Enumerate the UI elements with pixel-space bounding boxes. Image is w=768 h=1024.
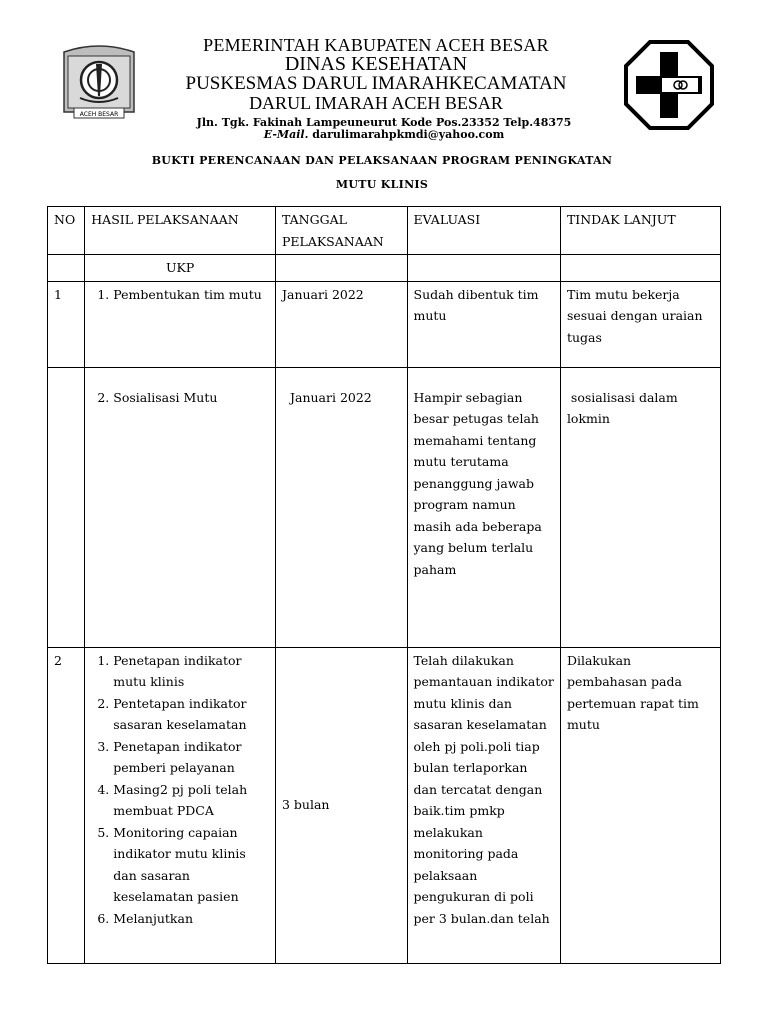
row-tindak: Dilakukan pembahasan pada pertemuan rapat tim mutu <box>560 647 720 963</box>
row-evaluasi: Hampir sebagian besar petugas telah memahami tentang mutu terutama penanggung jawab program namun masih ada beberapa yang belum terlalu paham <box>407 367 560 647</box>
section-label: UKP <box>85 255 276 282</box>
header-address: Jln. Tgk. Fakinah Lampeuneurut Kode Pos.23352 Telp.48375 <box>196 116 572 129</box>
header-email-line <box>0 128 768 141</box>
header-agency: DINAS KESEHATAN <box>284 53 468 75</box>
row-tanggal: Januari 2022 <box>275 281 407 367</box>
section-row <box>48 255 721 282</box>
header-puskesmas: PUSKESMAS DARUL IMARAHKECAMATAN <box>185 73 567 94</box>
list-item: 6. Melanjutkan <box>113 908 269 930</box>
header-evaluasi: EVALUASI <box>407 207 560 255</box>
row-evaluasi: Sudah dibentuk tim mutu <box>407 281 560 367</box>
list-item: 1. Pembentukan tim mutu <box>113 284 269 306</box>
list-item: 2. Sosialisasi Mutu <box>113 387 269 409</box>
row-tanggal: Januari 2022 <box>275 367 407 647</box>
document-title: BUKTI PERENCANAAN DAN PELAKSANAAN PROGRAM PENINGKATAN <box>151 154 613 167</box>
document-subtitle: MUTU KLINIS <box>335 178 429 191</box>
program-table <box>47 206 721 964</box>
row-tindak: sosialisasi dalam lokmin <box>560 367 720 647</box>
row-hasil <box>85 647 276 963</box>
list-item: 1. Penetapan indikator mutu klinis <box>113 650 269 693</box>
logo-left-text: ACEH BESAR <box>79 111 119 118</box>
row-tanggal: 3 bulan <box>275 647 407 963</box>
table-header-row <box>48 207 721 255</box>
header-government: PEMERINTAH KABUPATEN ACEH BESAR <box>203 35 549 55</box>
email-label: E-Mail. <box>263 128 309 141</box>
header-tanggal: TANGGAL PELAKSANAAN <box>275 207 407 255</box>
table-row <box>48 647 721 963</box>
header-hasil: HASIL PELAKSANAAN <box>85 207 276 255</box>
row-no: 1 <box>48 281 85 367</box>
row-no <box>48 367 85 647</box>
row-tindak: Tim mutu bekerja sesuai dengan uraian tugas <box>560 281 720 367</box>
list-item: 3. Penetapan indikator pemberi pelayanan <box>113 736 269 779</box>
list-item: 2. Pentetapan indikator sasaran keselamatan <box>113 693 269 736</box>
header-district: DARUL IMARAH ACEH BESAR <box>249 93 503 113</box>
row-hasil <box>85 367 276 647</box>
table-row <box>48 367 721 647</box>
list-item: 5. Monitoring capaian indikator mutu klinis dan sasaran keselamatan pasien <box>113 822 269 908</box>
row-hasil <box>85 281 276 367</box>
row-no: 2 <box>48 647 85 963</box>
list-item: 4. Masing2 pj poli telah membuat PDCA <box>113 779 269 822</box>
table-row <box>48 281 721 367</box>
header-tindak: TINDAK LANJUT <box>560 207 720 255</box>
header-no: NO <box>48 207 85 255</box>
email-address: darulimarahpkmdi@yahoo.com <box>312 128 505 141</box>
row-evaluasi: Telah dilakukan pemantauan indikator mutu klinis dan sasaran keselamatan oleh pj poli.poli tiap bulan terlaporkan dan tercatat dengan baik.tim pmkp melakukan monitoring pada pelaksaan pengukuran di poli per 3 bulan.dan telah <box>407 647 560 963</box>
